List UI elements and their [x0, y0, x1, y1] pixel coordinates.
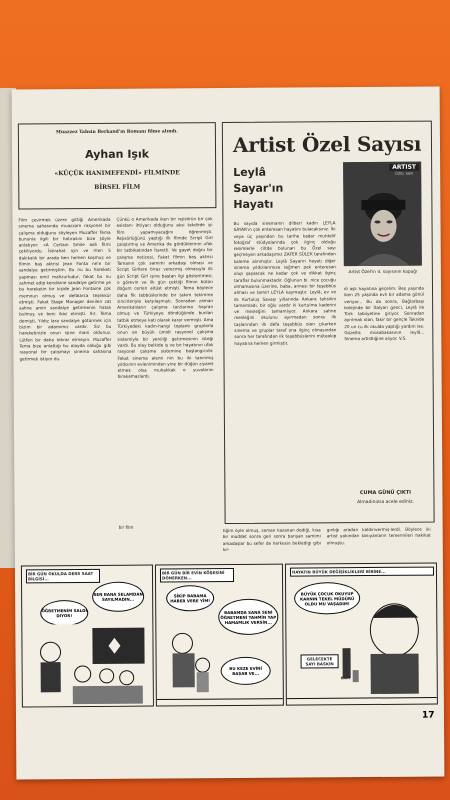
subtitle-3: Hayatı [233, 197, 274, 211]
comic-panel-3 [285, 563, 438, 706]
panel-3-bottle: RAKI [340, 676, 351, 681]
column-1-text: Film çevirmek üzere gittiği Amerikada sinema sahasında muazzam rasyonel bir çalışma olduğunu söyleyen Muzaffer Tema bununla ilgili bir hatırasını bize şöyle anlatıyor: «A Certain Smile adlı filmi çekiliyordu. İstirahat için ve rilen 5 dakikalık bir arada ben hemen koşmuş ve filmin baş aktrisi Jean Fonta ne'e bir sandalye getirmiştim. Bu nu bu hareketi yapması emil mahzurludur, fakat bu nu zahmet edip kendisine sandalye getirme ye bu hareketin bir kişide Jean Fontaine çok memnun olmuş ve defalarca teşekkür etmişti. Fakat Stage Manager denilen zat sahne amiri sandalye getirmenin hatalı bulmuş ve beni ikaz etmişti. Sir, Tema demişti, Yıldız lara sandalye götürmek için bizim bir adamımız vardır. Siz bu hareketinizle onun işine mani oldunuz. Lütfen bir daha tekrar etmeyin. Muzaffer Tema bize anlattığı bu olayda olduğu gibi rasyonel bir çalışmayı sinema sahasına getirmek istiyor du. [18, 216, 112, 361]
special-issue-title: Artist Özel Sayısı [232, 131, 422, 157]
actor-name: Ayhan Işık [85, 147, 150, 161]
bottom-text-2: gınlığı aradan kaldırıvermiş-lerdi. Böylece iki artist yakından tanıyanların temennileri hakikat olmuştu. [326, 526, 431, 545]
panel-1-drawing [22, 624, 153, 707]
special-issue-body: Bu sayıda sinemanın dilberi kadın LEYLA SAYAR'ın çok enteresan hayatını bulacaksınız. İki veya üç yaşından bu tarihe kadar muhtelif fotoğraf stüdyolarında çok ilginç olduğu resimlerle ciltde bulunan bu Özel sayı geçmeyen arkadaşımız ZAFER SÜLEK tarafından kaleme alınmıştır. Leylâ Sayarın hayatı diğer sinema yıldızlarımıza rağmen pek enteresan olup şaşılacak ne kadar çok ve dikkat ilginç taraflar bulunmaktadır. Oğlunun bi. nice çocuğu olmamasına üzerine, baba, annesi bir teşebbüs alması ve tamirl LEYLA kaymaştır. Leylâ, ev ve ilk Kurtuluş Savaşı yıllarında Ankara tahsilini tamamladı, bir oğlu vardır ki kurtulma kaderini ve mesleğini tamamlıyor. Ankara sahne mesleğini okulunu ayırmadan sonra ilk taşlarından ilk defa teşebbüs olan çıkarken sinema ve gruplar taraf ona ilginç olmasından sonra her tarafından ilk teşebbüslerini müteakip hayatına hemen girmiştir. [233, 220, 337, 346]
cover-badge-sub: ÖZEL SAYI [395, 171, 414, 176]
panel-3-bubble-1: BÜYÜK ÇOCUK OKUYUP KARNIN TEKEL MÜDÜRÜ OLDU MU VAŞADIM! [294, 582, 360, 614]
column-2-tail: bir film [118, 524, 134, 530]
special-issue-right-text: di aşk hayatına geçelim: Beş yaşında iken 25 yaşında evli bir adama gönül veriyor... Bu da sonra, Bağlarbaşı kolejinde bir İtalyan genci, Leylâ ile Türk tabiiyetine giriyor. Sonradan ayrılmak olan, fakir bir gençle Takside 20 un cu ilk okulda yaptığı yardım ise. Güzellik müsabakasının leylâ... Sinema artistliğine alıyor. V.S. [343, 285, 425, 342]
footer-line-1: CUMA GÜNÜ ÇIKTI [359, 489, 412, 497]
panel-1-header: BİR GÜN OKULDA DERS SAAT BİLGİSİ... [26, 569, 100, 584]
panel-2-bubble-3: BU KEZE EVİNİ BAŞAB VE... [221, 657, 271, 685]
footer-line-2: Almadınızsa acele ediniz. [357, 499, 414, 506]
magazine-page [12, 87, 445, 780]
panel-2-bubble-1: ŞİKİP BABAMA HABER VERE YİM! [166, 585, 214, 611]
panel-1-bubble-2: ÖĞRETMENİM SALDI DIYOR! [40, 600, 88, 626]
column-2-text: Çünkü o Amerikada iken bir rejisörün bir çok asistanı ihtiyacı olduğunu aksi takdirde iyi film yapamıyacağını öğrenmişti. Rejisörlüğünü yaptığı ilk filmde Script Girl çalıştırmış ve Amerika da gördüklerinin ufak bir tatbikatından İtaretti. Ve gayet doğru bir çalışma neticesi, Fakat filmin baş aktrisi Tamanın çok samimi arkadaşı olması ve Script Girllere biraz verecmiş olmasıyla ilk gün Script Girl işine baştan ilgi gösterilmesi, o görevin ve ilk gün çektiği filmin bütün doğum cerleri altüst etmişti. Tema böylece daha fik tebbüslerinde bir takım tekimme zincirleriyle karşılaşmıştı. Sonradan zaman Amerikalıların çalışma tarzlarına hayran olmuş ve Türkiyeye döndüğünde bunları tatbik etmeye kati olarak karar vermişti. Ama Türkiyedeki kadın-hangi toplantı gruplarla onun en büyük ümidi rasyonel çalışma sistemiyle bir yeniliği getirmesinin isteği vardı. Bu olay belkide iş ve bir hayatının ufak rasyonel çalışma sistemine başlangıcıdır. Fakat sinema alemi nin bu iki tanınmış yıldızının evleniminden yine bir düğün ziyaret etmek olsa muhakkak o yuvalarını bırakamazlardı. [116, 216, 214, 380]
panel-3-sign: GELECEKTE SAYI BASKIN [301, 654, 339, 668]
page-number: 17 [421, 710, 435, 721]
film-header: Muazzez Tahsin Berkand'ın Romanı filme alındı. [55, 129, 178, 136]
subtitle-1: Leylâ [233, 165, 267, 179]
film-title-line: «KÜÇÜK HANIMEFENDİ» FİLMİNDE [54, 169, 180, 178]
panel-2-header: BİR GÜN BİR EVİN KÖŞESİNİ DÖNERKEN... [160, 568, 234, 583]
panel-1-bubble-1: SEN BANA SELAMDAN SAYILMADIN... [92, 582, 144, 612]
subtitle-2: Sayar'ın [233, 181, 284, 195]
co-star: BİRSEL FİLM [94, 183, 141, 191]
photo-caption: Artist Özel'in 4. sayısının kapağı [348, 269, 418, 276]
panel-2-drawing [156, 625, 283, 706]
comic-panel-1 [21, 565, 154, 708]
comic-panel-2 [155, 564, 284, 707]
film-announcement-box [18, 122, 217, 209]
cover-photo [343, 162, 422, 267]
cover-badge: ARTIST [389, 164, 419, 171]
portrait-image [343, 162, 422, 267]
bottom-text-1: tiğim öyle olmuş, zaman kazanan dediği, kısa bir müddet sonra geri sonra barışan samimi arkadaşlar bu sefer de herkesin bekledigi gibi kır- [222, 527, 321, 552]
panel-2-bubble-2: BABAMDA SANA SENİ ÖĞRETMENİ TAHMİN YAP HAMAMLIK VERSİN... [218, 599, 278, 635]
panel-3-drawing [286, 578, 437, 705]
panel-3-header: HAYATIN BÜYÜK DEĞİŞİKLİKLERİ BİRİNE... [290, 567, 434, 577]
special-issue-box [222, 121, 435, 524]
